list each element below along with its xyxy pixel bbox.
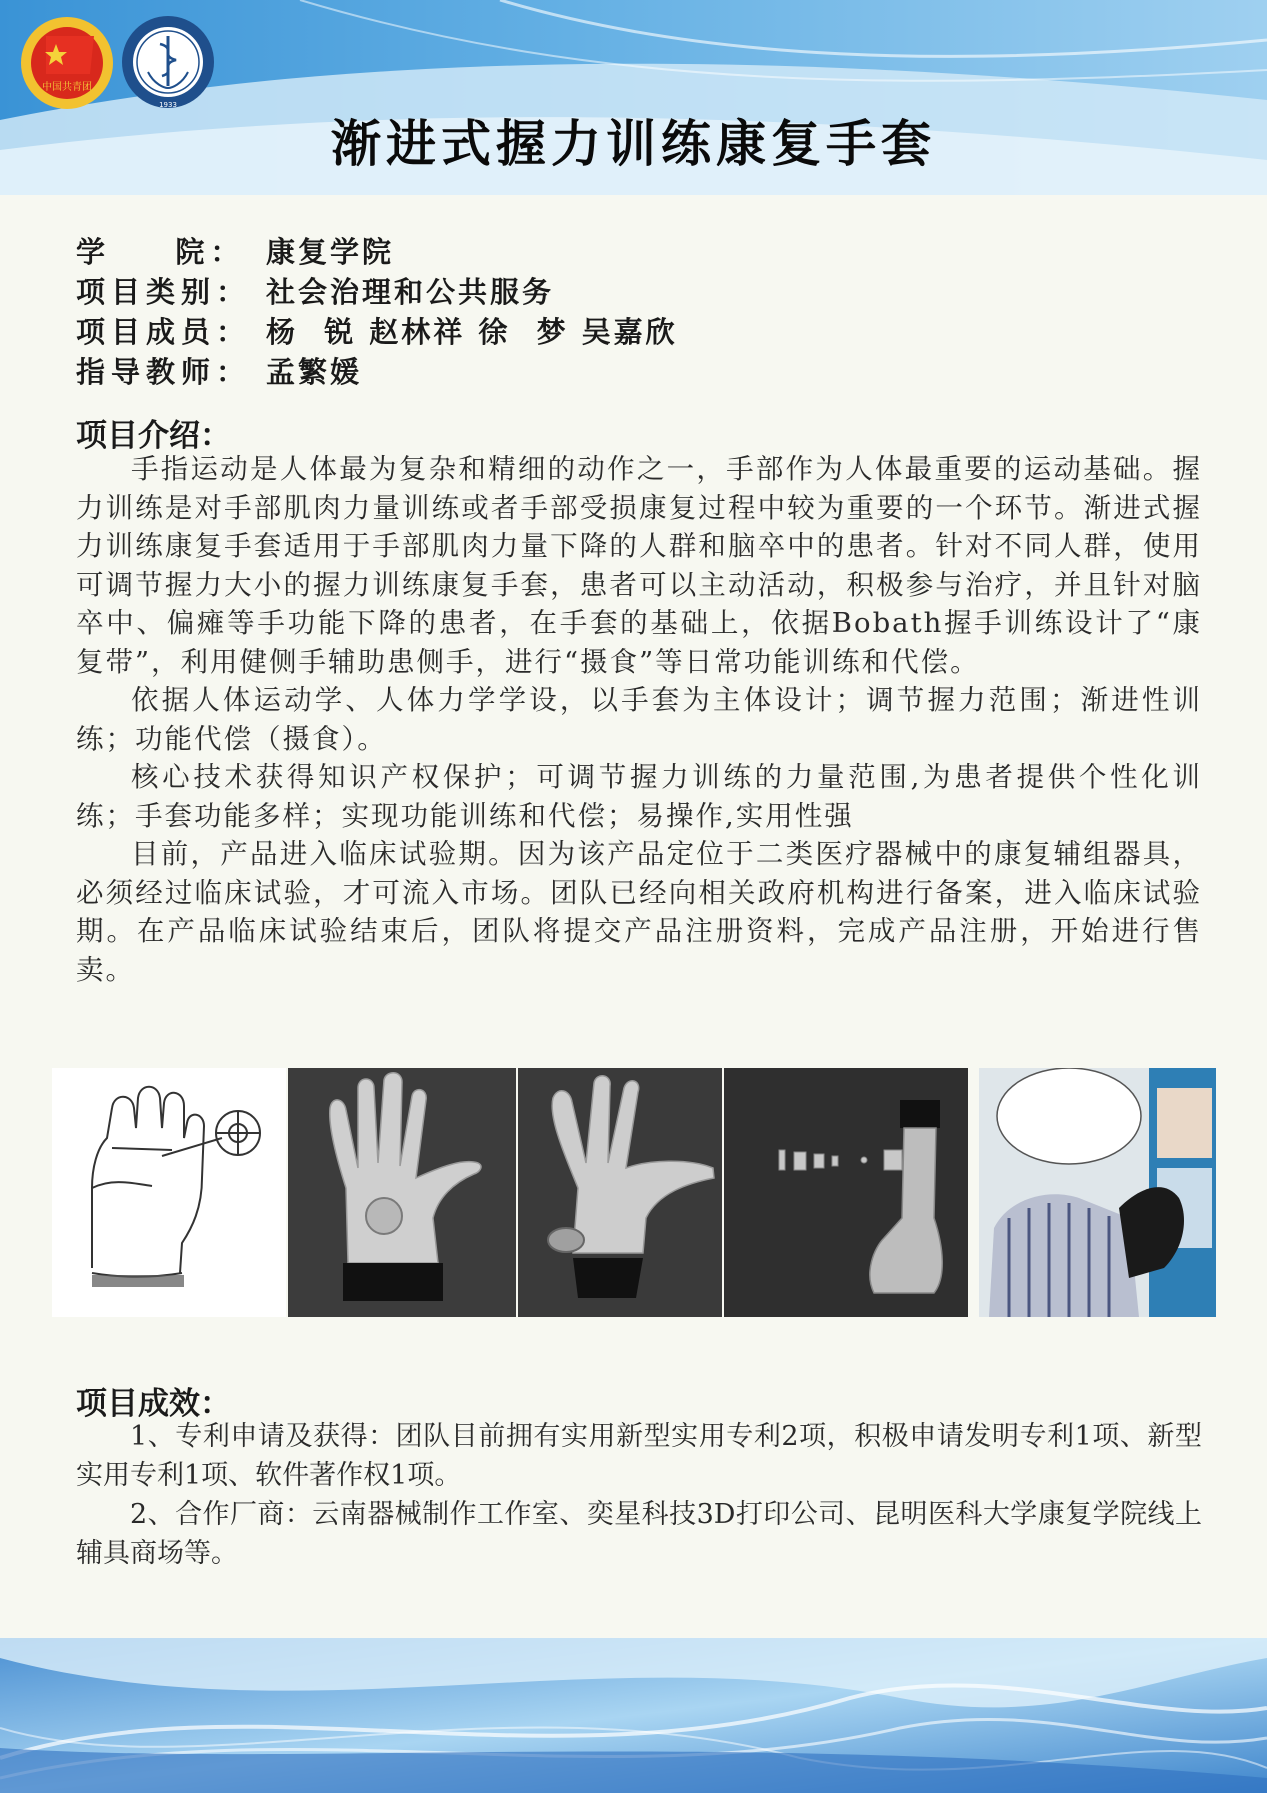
patient-demo-photo [979,1068,1216,1317]
hand-sketch-image [52,1068,286,1317]
university-logo [120,14,216,110]
intro-paragraph: 手指运动是人体最为复杂和精细的动作之一，手部作为人体最重要的运动基础。握力训练是对手部肌肉力量训练或者手部受损康复过程中较为重要的一个环节。渐进式握力训练康复手套适用于手部肌肉力量下降的人群和脑卒中的患者。针对不同人群，使用可调节握力大小的握力训练康复手套，患者可以主动活动，积极参与治疗，并且针对脑卒中、偏瘫等手功能下降的患者，在手套的基础上，依据Bobath握手训练设计了“康复带”，利用健侧手辅助患侧手，进行“摄食”等日常功能训练和代偿。 [76,453,1202,678]
results-paragraph: 2、合作厂商：云南器械制作工作室、奕星科技3D打印公司、昆明医科大学康复学院线上辅具商场等。 [76,1499,1202,1569]
intro-paragraph: 依据人体运动学、人体力学学设，以手套为主体设计；调节握力范围；渐进性训练；功能代偿（摄食）。 [76,684,1202,755]
info-row-college [76,232,678,272]
intro-heading: 项目介绍： [76,418,231,454]
svg-text:中国共青团: 中国共青团 [42,82,92,93]
info-label: 学 院： [76,235,246,269]
exploded-view-image [724,1068,968,1317]
project-info [76,232,678,392]
glove-render-front-image [288,1068,516,1317]
results-paragraph: 1、专利申请及获得：团队目前拥有实用新型实用专利2项，积极申请发明专利1项、新型实用专利1项、软件著作权1项。 [76,1421,1202,1491]
info-value: 康复学院 [266,235,395,269]
info-label: 指导教师： [76,355,252,389]
info-row-members [76,312,678,352]
info-value: 孟繁媛 [266,355,363,389]
glove-render-side-image [518,1068,722,1317]
intro-body [76,450,1202,989]
info-value: 杨 锐 赵林祥 徐 梦 吴嘉欣 [266,315,678,349]
results-heading: 项目成效： [76,1386,231,1422]
info-value: 社会治理和公共服务 [266,275,555,309]
youth-league-logo [18,14,116,112]
footer-banner [0,1638,1267,1793]
info-label: 项目成员： [76,315,252,349]
intro-paragraph: 核心技术获得知识产权保护；可调节握力训练的力量范围,为患者提供个性化训练；手套功能多样；实现功能训练和代偿；易操作,实用性强 [76,761,1202,832]
info-row-category [76,272,678,312]
intro-paragraph: 目前，产品进入临床试验期。因为该产品定位于二类医疗器械中的康复辅组器具，必须经过临床试验，才可流入市场。团队已经向相关政府机构进行备案，进入临床试验期。在产品临床试验结束后，团队将提交产品注册资料，完成产品注册，开始进行售卖。 [76,838,1202,986]
page-title: 渐进式握力训练康复手套 [331,115,936,173]
product-image-strip [52,1068,1216,1317]
info-label: 项目类别： [76,275,252,309]
info-row-advisor [76,352,678,392]
results-body [76,1417,1202,1573]
svg-text:1933: 1933 [159,101,177,109]
